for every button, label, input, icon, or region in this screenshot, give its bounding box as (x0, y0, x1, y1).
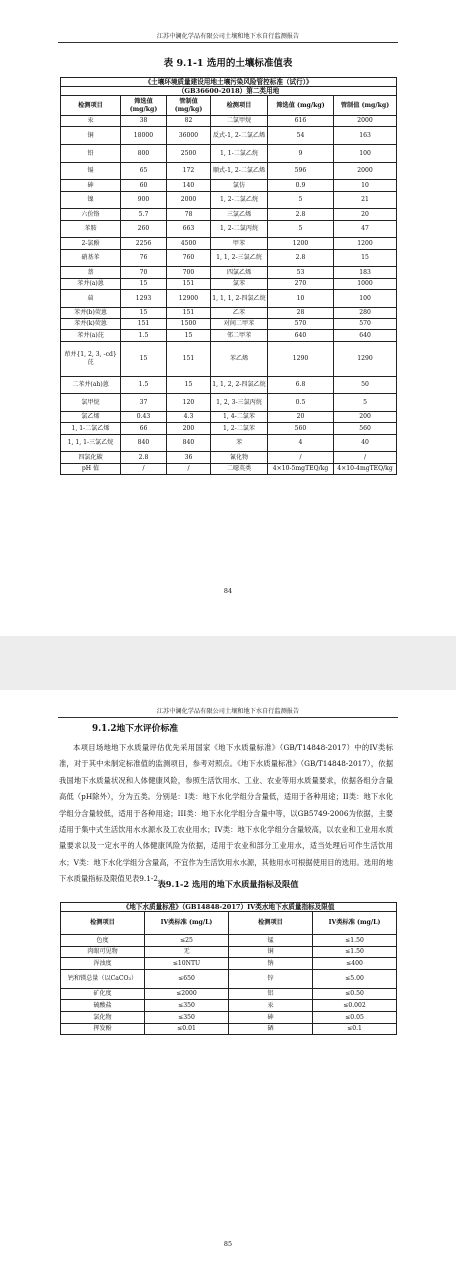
column-header: 检测项目 (61, 96, 121, 116)
table-cell: 反式-1, 2-二氯乙烯 (211, 127, 268, 145)
table-cell: 对间二甲苯 (211, 318, 268, 329)
table-cell: 二噁英类 (211, 463, 268, 474)
table-cell: 0.5 (268, 394, 334, 412)
table-cell: 151 (121, 318, 167, 329)
table-cell: 氯乙烯 (61, 411, 121, 422)
table-cell: 锰 (229, 935, 313, 947)
table-row (61, 318, 397, 329)
table-cell: 1, 2-二氯乙烷 (211, 191, 268, 209)
table-cell: 66 (121, 423, 167, 434)
table-cell: 4×10-4mgTEQ/kg (334, 463, 397, 474)
table-row (61, 238, 397, 249)
table-cell: ≤2000 (145, 988, 229, 1000)
table-cell: 4500 (167, 238, 211, 249)
table-cell: 60 (121, 180, 167, 191)
table-cell: 镉 (61, 162, 121, 180)
table-cell: 苯并(a)蒽 (61, 278, 121, 289)
table-cell: 82 (167, 116, 211, 127)
table-cell: ≤5.00 (313, 969, 397, 988)
table-cell: 53 (268, 267, 334, 278)
table-row (61, 249, 397, 267)
table-cell: 氯甲烷 (61, 394, 121, 412)
table-cell: 1, 1, 2, 2-四氯乙烷 (211, 376, 268, 394)
table-caption: （GB36600-2018）第二类用地 (61, 87, 397, 96)
column-header: 检测项目 (211, 96, 268, 116)
table-cell: 矿化度 (61, 988, 145, 1000)
table-row (61, 162, 397, 180)
page-header: 江苏中澜化学品有限公司土壤和地下水自行监测报告 (58, 31, 398, 43)
table-cell: 1.5 (121, 376, 167, 394)
table-cell: 15 (167, 330, 211, 341)
table-cell: 铅 (61, 144, 121, 162)
table-cell: ≤0.1 (313, 1023, 397, 1035)
table-cell: 40 (334, 434, 397, 452)
column-header: 检测项目 (229, 912, 313, 935)
table-caption: 《土壤环境质量建设用地土壤污染风险管控标准（试行）》 (61, 78, 397, 87)
table-row (61, 191, 397, 209)
table-cell: ≤0.05 (313, 1011, 397, 1023)
table-row (61, 144, 397, 162)
table-cell: 六价铬 (61, 209, 121, 220)
table-cell: 640 (268, 330, 334, 341)
table-cell: 1000 (334, 278, 397, 289)
column-header: IV类标准 (mg/L) (145, 912, 229, 935)
table-cell: 二苯并(ah)蒽 (61, 376, 121, 394)
table-row (61, 341, 397, 376)
table-cell: 无 (145, 946, 229, 958)
table-row (61, 958, 397, 970)
table-cell: 色度 (61, 935, 145, 947)
table-row (61, 307, 397, 318)
table-cell: 苯 (211, 434, 268, 452)
table-cell: pH 值 (61, 463, 121, 474)
table-cell: 1500 (167, 318, 211, 329)
table-cell: ≤10NTU (145, 958, 229, 970)
table-cell: 1, 2-二氯丙烷 (211, 220, 268, 238)
table-cell: 2000 (334, 162, 397, 180)
table-cell: 甲苯 (211, 238, 268, 249)
column-header: 检测项目 (61, 912, 145, 935)
column-header: 管制值 (mg/kg) (334, 96, 397, 116)
table-row (61, 127, 397, 145)
table-cell: ≤0.50 (313, 988, 397, 1000)
table-cell: 1, 1, 1, 2-四氯乙烷 (211, 289, 268, 307)
table-cell: 4×10-5mgTEQ/kg (268, 463, 334, 474)
table-cell: ≤350 (145, 1000, 229, 1012)
table-cell: 12900 (167, 289, 211, 307)
table-title: 表 9.1-1 选用的土壤标准值表 (163, 58, 293, 69)
table-row (61, 330, 397, 341)
table-cell: 38 (121, 116, 167, 127)
table-cell: 1, 2-二氯苯 (211, 423, 268, 434)
table-row (61, 1011, 397, 1023)
table-cell: 镍 (61, 191, 121, 209)
table-cell: 65 (121, 162, 167, 180)
table-cell: 100 (334, 144, 397, 162)
table-cell: 20 (268, 411, 334, 422)
table-cell: 596 (268, 162, 334, 180)
table-cell: 70 (121, 267, 167, 278)
table-row (61, 394, 397, 412)
report-page-85 (0, 690, 456, 1272)
table-row (61, 935, 397, 947)
table-cell: / (268, 452, 334, 463)
table-row (61, 411, 397, 422)
table-cell: 2.8 (268, 209, 334, 220)
table-cell: 28 (268, 307, 334, 318)
table-cell: 151 (167, 341, 211, 376)
table-cell: 苯胺 (61, 220, 121, 238)
table-cell: 15 (334, 249, 397, 267)
table-cell: 1, 2, 3-三氯丙烷 (211, 394, 268, 412)
table-cell: / (167, 463, 211, 474)
table-cell: 140 (167, 180, 211, 191)
table-cell: 4 (268, 434, 334, 452)
table-cell: 砷 (61, 180, 121, 191)
table-cell: 2000 (167, 191, 211, 209)
table-cell: 200 (334, 411, 397, 422)
table-cell: ≤0.01 (145, 1023, 229, 1035)
table-cell: 砷 (229, 1011, 313, 1023)
table-cell: 氯化物 (61, 1011, 145, 1023)
table-cell: 172 (167, 162, 211, 180)
table-cell: 钠 (229, 958, 313, 970)
table-cell: 1.5 (121, 330, 167, 341)
table-cell: 萘 (61, 267, 121, 278)
table-cell: 560 (268, 423, 334, 434)
table-cell: 四氯化碳 (61, 452, 121, 463)
table-cell: 15 (121, 278, 167, 289)
table-cell: ≤0.002 (313, 1000, 397, 1012)
table-cell: 茚并{1, 2, 3, -cd}芘 (61, 341, 121, 376)
table-cell: 37 (121, 394, 167, 412)
table-cell: 铜 (229, 946, 313, 958)
table-row (61, 376, 397, 394)
table-cell: ≤650 (145, 969, 229, 988)
table-cell: 151 (167, 278, 211, 289)
table-cell: ≤1.50 (313, 935, 397, 947)
table-cell: 570 (334, 318, 397, 329)
table-cell: 663 (167, 220, 211, 238)
table-cell: 76 (121, 249, 167, 267)
table-cell: 顺式-1, 2-二氯乙烯 (211, 162, 268, 180)
column-header: IV类标准 (mg/L) (313, 912, 397, 935)
table-cell: 54 (268, 127, 334, 145)
table-row (61, 209, 397, 220)
table-cell: 15 (121, 341, 167, 376)
table-cell: 560 (334, 423, 397, 434)
table-cell: 2-氯酚 (61, 238, 121, 249)
table-cell: 9 (268, 144, 334, 162)
table-cell: 0.9 (268, 180, 334, 191)
table-cell: 邻二甲苯 (211, 330, 268, 341)
table-cell: 二氯甲烷 (211, 116, 268, 127)
table-row (61, 278, 397, 289)
table-cell: 760 (167, 249, 211, 267)
table-cell: 15 (121, 307, 167, 318)
table-cell: 挥发酚 (61, 1023, 145, 1035)
table-cell: 800 (121, 144, 167, 162)
column-header: 筛选值 (mg/kg) (268, 96, 334, 116)
table-cell: 肉眼可见物 (61, 946, 145, 958)
table-cell: 1290 (334, 341, 397, 376)
table-cell: 2.8 (268, 249, 334, 267)
table-cell: 苯并(a)芘 (61, 330, 121, 341)
table-cell: 18000 (121, 127, 167, 145)
table-cell: 1, 4-二氯苯 (211, 411, 268, 422)
table-cell: 36 (167, 452, 211, 463)
table-cell: 100 (334, 289, 397, 307)
table-cell: 280 (334, 307, 397, 318)
table-cell: 苯并(k)荧蒽 (61, 318, 121, 329)
table-cell: 5 (334, 394, 397, 412)
table-cell: 钙和镁总量（以CaCO₃） (61, 969, 145, 988)
table-cell: 10 (268, 289, 334, 307)
table-cell: / (334, 452, 397, 463)
table-cell: 120 (167, 394, 211, 412)
section-title: 9.1.2地下水评价标准 (92, 724, 179, 734)
table-row (61, 267, 397, 278)
table-row (61, 116, 397, 127)
table-cell: 汞 (229, 1000, 313, 1012)
table-cell: ≤25 (145, 935, 229, 947)
page-number: 84 (223, 587, 233, 595)
table-cell: 840 (167, 434, 211, 452)
table-cell: 270 (268, 278, 334, 289)
table-row (61, 463, 397, 474)
table-cell: 2000 (334, 116, 397, 127)
table-cell: 1, 1, 1-三氯乙烷 (61, 434, 121, 452)
table-cell: 5 (268, 191, 334, 209)
table-cell: 4.3 (167, 411, 211, 422)
table-cell: ≤1.50 (313, 946, 397, 958)
table-cell: 硝基苯 (61, 249, 121, 267)
table-cell: 浑浊度 (61, 958, 145, 970)
table-cell: 616 (268, 116, 334, 127)
table-row (61, 434, 397, 452)
table-cell: 5 (268, 220, 334, 238)
table-cell: 15 (167, 376, 211, 394)
table-cell: 1200 (334, 238, 397, 249)
table-row (61, 180, 397, 191)
groundwater-standard-table (60, 902, 397, 1035)
table-row (61, 969, 397, 988)
table-cell: 700 (167, 267, 211, 278)
body-paragraph: 本项目场地地下水质量评估优先采用国家《地下水质量标准》（GB/T14848-2017）中的IV类标准，对于其中未制定标准值的监测项目，参考对照点。《地下水质量标准》（GB/T14848-2017），依据我国地下水质量状况和人体健康风险，参照生活饮用水、工业、农业等用水质量要求，依据各组分含量高低（pH除外），分为五类。分别是：I类：地下水化学组分含量低，适用于各种用途；II类：地下水化学组分含量较低，适用于各种用途；III类：地下水化学组分含量中等，以GB5749-2006为依据，主要适用于集中式生活饮用水水源水及工农业用水；IV类：地下水化学组分含量较高，以农业和工业用水质量要求以及一定水平的人体健康风险为依据，适用于农业和部分工业用水，适当处理后可作生活饮用水；V类：地下水化学组分含量高，不宜作为生活饮用水水源，其他用水可根据使用目的选用。选用的地下水质量指标及限值见表9.1-2。 (59, 743, 393, 884)
table-cell: 三氯乙烯 (211, 209, 268, 220)
soil-standard-table (60, 77, 397, 475)
table-cell: 78 (167, 209, 211, 220)
column-header: 筛选值 (mg/kg) (121, 96, 167, 116)
table-cell: 乙苯 (211, 307, 268, 318)
table-row (61, 1023, 397, 1035)
table-cell: 20 (334, 209, 397, 220)
table-cell: 260 (121, 220, 167, 238)
table-cell: 硒 (229, 1023, 313, 1035)
table-cell: 1200 (268, 238, 334, 249)
table-cell: 1, 1-二氯乙烯 (61, 423, 121, 434)
table-cell: 1290 (268, 341, 334, 376)
table-cell: 锌 (229, 969, 313, 988)
table-cell: 5.7 (121, 209, 167, 220)
table-row (61, 1000, 397, 1012)
table-cell: 47 (334, 220, 397, 238)
table-title: 表9.1-2 选用的地下水质量指标及限值 (157, 879, 299, 889)
table-cell: 36000 (167, 127, 211, 145)
table-row (61, 946, 397, 958)
page-number: 85 (223, 1240, 233, 1248)
table-cell: 2.8 (121, 452, 167, 463)
table-cell: / (121, 463, 167, 474)
table-cell: 21 (334, 191, 397, 209)
table-row (61, 289, 397, 307)
table-cell: 氰化物 (211, 452, 268, 463)
table-cell: 0.43 (121, 411, 167, 422)
table-cell: 640 (334, 330, 397, 341)
table-cell: 2256 (121, 238, 167, 249)
table-cell: 151 (167, 307, 211, 318)
table-cell: 1, 1-二氯乙烷 (211, 144, 268, 162)
table-cell: 氯苯 (211, 278, 268, 289)
table-row (61, 988, 397, 1000)
table-cell: 2500 (167, 144, 211, 162)
table-cell: 163 (334, 127, 397, 145)
page-header: 江苏中澜化学品有限公司土壤和地下水自行监测报告 (58, 706, 398, 718)
table-cell: 900 (121, 191, 167, 209)
table-cell: 10 (334, 180, 397, 191)
table-row (61, 220, 397, 238)
table-cell: 840 (121, 434, 167, 452)
table-caption: 《地下水质量标准》（GB14848-2017）IV类水地下水质量指标及限值 (61, 903, 397, 912)
table-cell: 50 (334, 376, 397, 394)
page-gap (0, 636, 456, 690)
table-cell: 1, 1, 2-三氯乙烷 (211, 249, 268, 267)
table-cell: 1293 (121, 289, 167, 307)
table-row (61, 452, 397, 463)
table-cell: 苯乙烯 (211, 341, 268, 376)
column-header: 管制值 (mg/kg) (167, 96, 211, 116)
table-cell: ≤400 (313, 958, 397, 970)
table-cell: 䓛 (61, 289, 121, 307)
table-cell: 183 (334, 267, 397, 278)
table-cell: 铝 (229, 988, 313, 1000)
table-cell: 200 (167, 423, 211, 434)
table-cell: 汞 (61, 116, 121, 127)
table-cell: 苯并(b)荧蒽 (61, 307, 121, 318)
table-cell: ≤350 (145, 1011, 229, 1023)
table-cell: 570 (268, 318, 334, 329)
table-cell: 四氯乙烯 (211, 267, 268, 278)
table-cell: 铜 (61, 127, 121, 145)
table-cell: 硫酸盐 (61, 1000, 145, 1012)
table-cell: 6.8 (268, 376, 334, 394)
table-row (61, 423, 397, 434)
table-cell: 氯仿 (211, 180, 268, 191)
